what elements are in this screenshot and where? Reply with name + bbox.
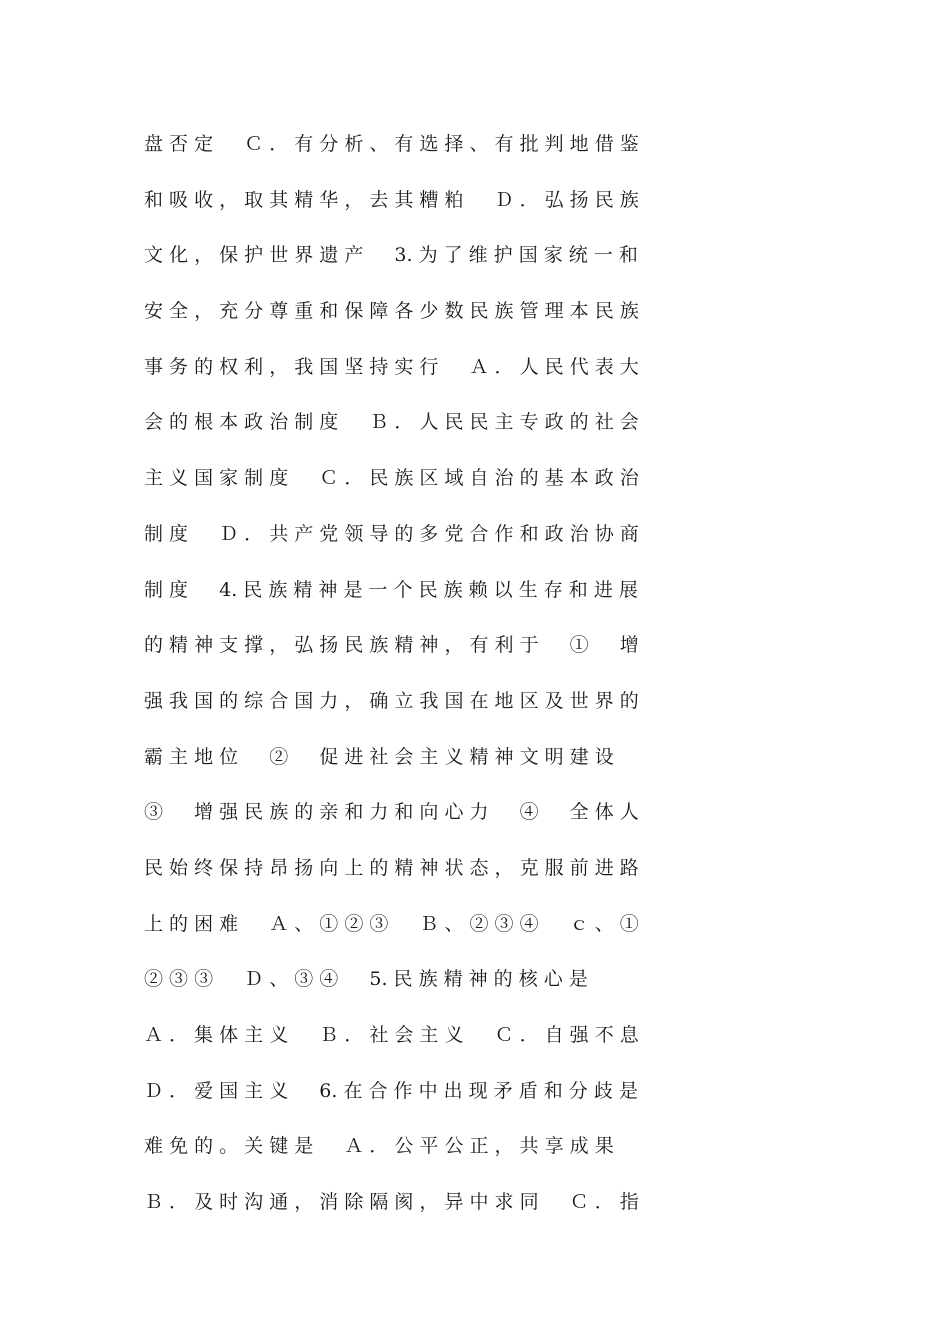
text-line: 强 我 国 的 综 合 国 力 ， 确 立 我 国 在 地 区 及 世 界 的 bbox=[144, 689, 639, 712]
text-line: 主 义 国 家 制 度 Ｃ ． 民 族 区 域 自 治 的 基 本 政 治 bbox=[144, 467, 639, 490]
text-line: 民 始 终 保 持 昂 扬 向 上 的 精 神 状 态 ， 克 服 前 进 路 bbox=[144, 856, 639, 879]
text-line: 制 度 Ｄ ． 共 产 党 领 导 的 多 党 合 作 和 政 治 协 商 bbox=[144, 522, 639, 545]
text-line: 文 化 ， 保 护 世 界 遗 产 3. 为 了 维 护 国 家 统 一 和 bbox=[144, 244, 638, 267]
text-line: 难 免 的 。 关 键 是 Ａ ． 公 平 公 正 ， 共 享 成 果 bbox=[144, 1135, 614, 1158]
document-body-text bbox=[144, 117, 824, 1231]
text-line: 会 的 根 本 政 治 制 度 Ｂ ． 人 民 民 主 专 政 的 社 会 bbox=[144, 411, 639, 434]
text-line: 事 务 的 权 利 ， 我 国 坚 持 实 行 Ａ ． 人 民 代 表 大 bbox=[144, 355, 639, 378]
text-line: 和 吸 收 ， 取 其 精 华 ， 去 其 糟 粕 Ｄ ． 弘 扬 民 族 bbox=[144, 188, 639, 211]
text-line: 上 的 困 难 Ａ 、 ① ② ③ Ｂ 、 ② ③ ④ ｃ 、 ① bbox=[144, 912, 639, 935]
text-line: Ａ ． 集 体 主 义 Ｂ ． 社 会 主 义 Ｃ ． 自 强 不 息 bbox=[144, 1024, 639, 1046]
text-line: Ｂ ． 及 时 沟 通 ， 消 除 隔 阂 ， 异 中 求 同 Ｃ ． 指 bbox=[144, 1191, 639, 1214]
text-line: 的 精 神 支 撑 ， 弘 扬 民 族 精 神 ， 有 利 于 ① 增 bbox=[144, 634, 639, 657]
text-line: Ｄ ． 爱 国 主 义 6. 在 合 作 中 出 现 矛 盾 和 分 歧 是 bbox=[144, 1079, 638, 1102]
text-line: 霸 主 地 位 ② 促 进 社 会 主 义 精 神 文 明 建 设 bbox=[144, 745, 614, 768]
text-line: 盘 否 定 Ｃ ． 有 分 析 、 有 选 择 、 有 批 判 地 借 鉴 bbox=[144, 133, 639, 155]
text-line: ③ 增 强 民 族 的 亲 和 力 和 向 心 力 ④ 全 体 人 bbox=[144, 801, 639, 824]
text-line: 安 全 ， 充 分 尊 重 和 保 障 各 少 数 民 族 管 理 本 民 族 bbox=[144, 300, 639, 323]
text-line: 制 度 4. 民 族 精 神 是 一 个 民 族 赖 以 生 存 和 进 展 bbox=[144, 578, 638, 601]
text-line: ② ③ ③ Ｄ 、 ③ ④ 5. 民 族 精 神 的 核 心 是 bbox=[144, 968, 588, 991]
